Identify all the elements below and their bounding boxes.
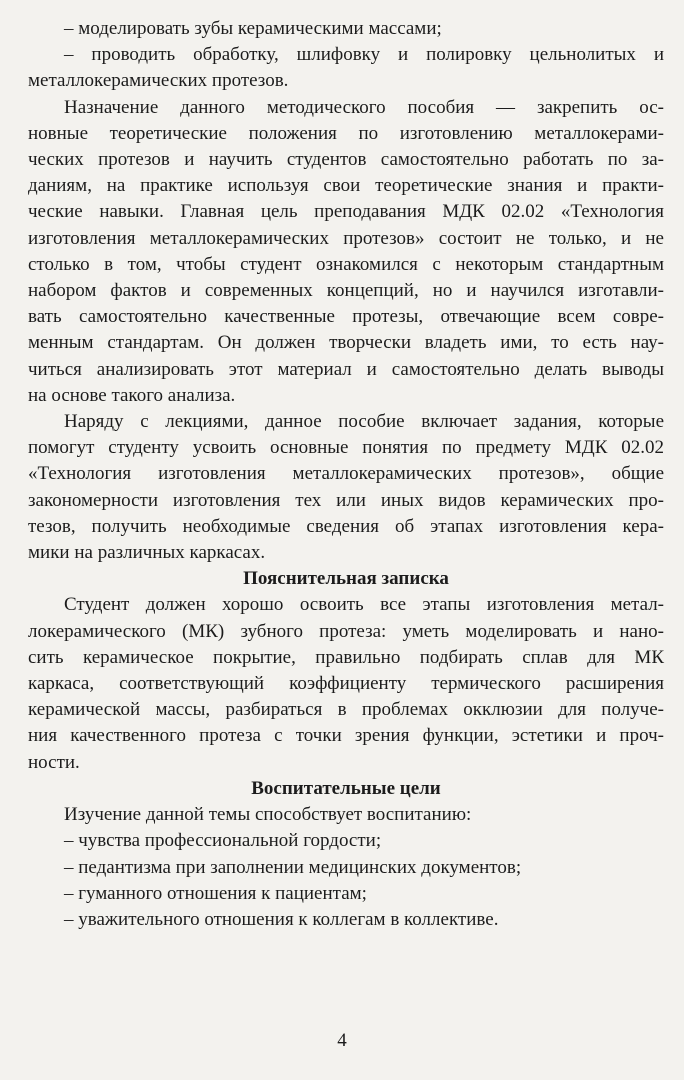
section-heading: Пояснительная записка	[243, 568, 449, 590]
text-line: металлокерамических протезов.	[28, 70, 289, 92]
page-number: 4	[337, 1030, 347, 1051]
list-item: – педантизма при заполнении медицинских документов;	[64, 856, 522, 878]
paragraph-line: на основе такого анализа.	[28, 384, 236, 406]
paragraph-line: керамической массы, разбираться в проблемах окклюзии для получе-	[28, 699, 664, 721]
paragraph-line: ческие навыки. Главная цель преподавания МДК 02.02 «Технология	[28, 201, 664, 223]
paragraph-line: сить керамическое покрытие, правильно подбирать сплав для МК	[28, 646, 664, 668]
list-item: – чувства профессиональной гордости;	[64, 830, 382, 852]
paragraph-line: ния качественного протеза с точки зрения функции, эстетики и проч-	[28, 725, 664, 747]
list-item: – гуманного отношения к пациентам;	[64, 882, 367, 904]
paragraph-line: тезов, получить необходимые сведения об этапах изготовления кера-	[28, 515, 664, 537]
paragraph-line: Назначение данного методического пособия — закрепить ос-	[64, 96, 664, 118]
paragraph-line: набором фактов и современных концепций, но и научился изготавли-	[28, 280, 664, 302]
paragraph-line: ческих протезов и научить студентов самостоятельно работать по за-	[28, 149, 664, 171]
paragraph-line: Изучение данной темы способствует воспитанию:	[64, 804, 472, 826]
paragraph-line: даниям, на практике используя свои теоретические знания и практи-	[28, 175, 664, 197]
paragraph-line: Студент должен хорошо освоить все этапы изготовления метал-	[64, 594, 664, 616]
paragraph-line: мики на различных каркасах.	[28, 542, 266, 564]
section-heading: Воспитательные цели	[251, 777, 441, 799]
list-item: – моделировать зубы керамическими массами;	[64, 18, 442, 39]
paragraph-line: новные теоретические положения по изготовлению металлокерами-	[28, 122, 664, 144]
paragraph-line: каркаса, соответствующий коэффициенту термического расширения	[28, 673, 664, 695]
list-item: – уважительного отношения к коллегам в коллективе.	[64, 908, 499, 930]
list-item: – проводить обработку, шлифовку и полировку цельнолитых и	[64, 44, 664, 66]
body-text	[28, 16, 664, 933]
paragraph-line: столько в том, чтобы студент ознакомился с некоторым стандартным	[28, 253, 664, 275]
paragraph-line: вать самостоятельно качественные протезы, отвечающие всем совре-	[28, 306, 664, 328]
paragraph-line: помогут студенту усвоить основные понятия по предмету МДК 02.02	[28, 437, 664, 459]
paragraph-line: читься анализировать этот материал и самостоятельно делать выводы	[28, 358, 664, 380]
paragraph-line: «Технология изготовления металлокерамических протезов», общие	[28, 463, 664, 485]
paragraph-line: менным стандартам. Он должен творчески владеть ими, то есть нау-	[28, 332, 664, 354]
paragraph-line: закономерности изготовления тех или иных видов керамических про-	[28, 489, 664, 511]
paragraph-line: ности.	[28, 751, 80, 773]
paragraph-line: Наряду с лекциями, данное пособие включает задания, которые	[64, 411, 664, 433]
paragraph-line: локерамического (МК) зубного протеза: уметь моделировать и нано-	[28, 620, 664, 642]
paragraph-line: изготовления металлокерамических протезов» состоит не только, и не	[28, 227, 664, 249]
